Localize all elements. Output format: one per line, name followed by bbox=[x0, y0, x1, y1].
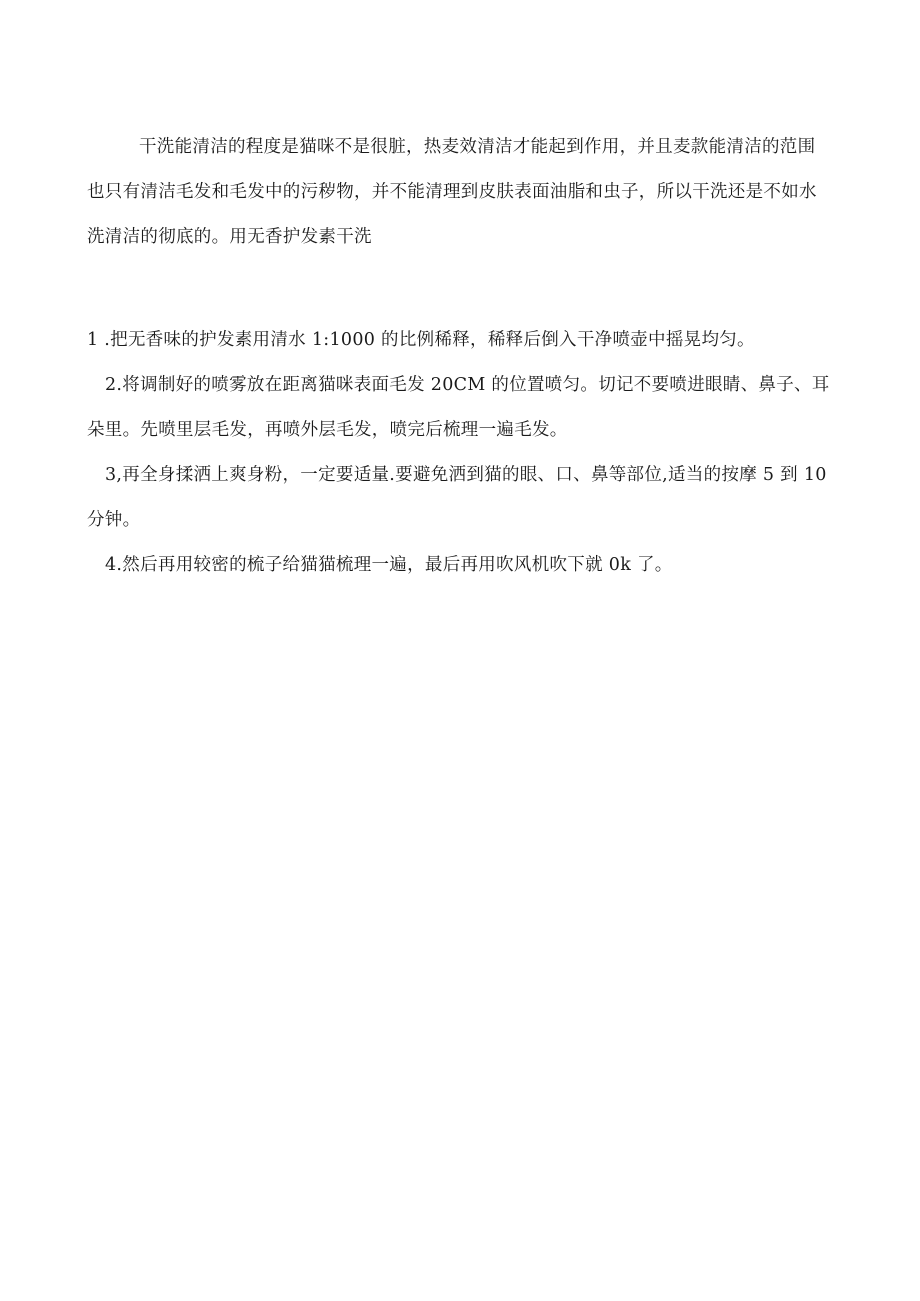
intro-paragraph: 干洗能清洁的程度是猫咪不是很脏，热麦效清洁才能起到作用，并且麦款能清洁的范围也只有清洁毛发和毛发中的污秽物，并不能清理到皮肤表面油脂和虫子，所以干洗还是不如水洗清洁的彻底的。用无香护发素干洗 bbox=[87, 137, 817, 247]
step-4: 4.然后再用较密的梳子给猫猫梳理一遍，最后再用吹风机吹下就 0k 了。 bbox=[105, 555, 673, 575]
step-1: 1 .把无香味的护发素用清水 1:1000 的比例稀释，稀释后倒入干净喷壶中摇晃均匀。 bbox=[87, 330, 755, 350]
step-3: 3,再全身揉洒上爽身粉，一定要适量.要避免洒到猫的眼、口、鼻等部位,适当的按摩 5 到 10 分钟。 bbox=[87, 465, 827, 530]
steps-list bbox=[87, 318, 832, 588]
step-2: 2.将调制好的喷雾放在距离猫咪表面毛发 20CM 的位置喷匀。切记不要喷进眼睛、鼻子、耳朵里。先喷里层毛发，再喷外层毛发，喷完后梳理一遍毛发。 bbox=[87, 375, 830, 440]
